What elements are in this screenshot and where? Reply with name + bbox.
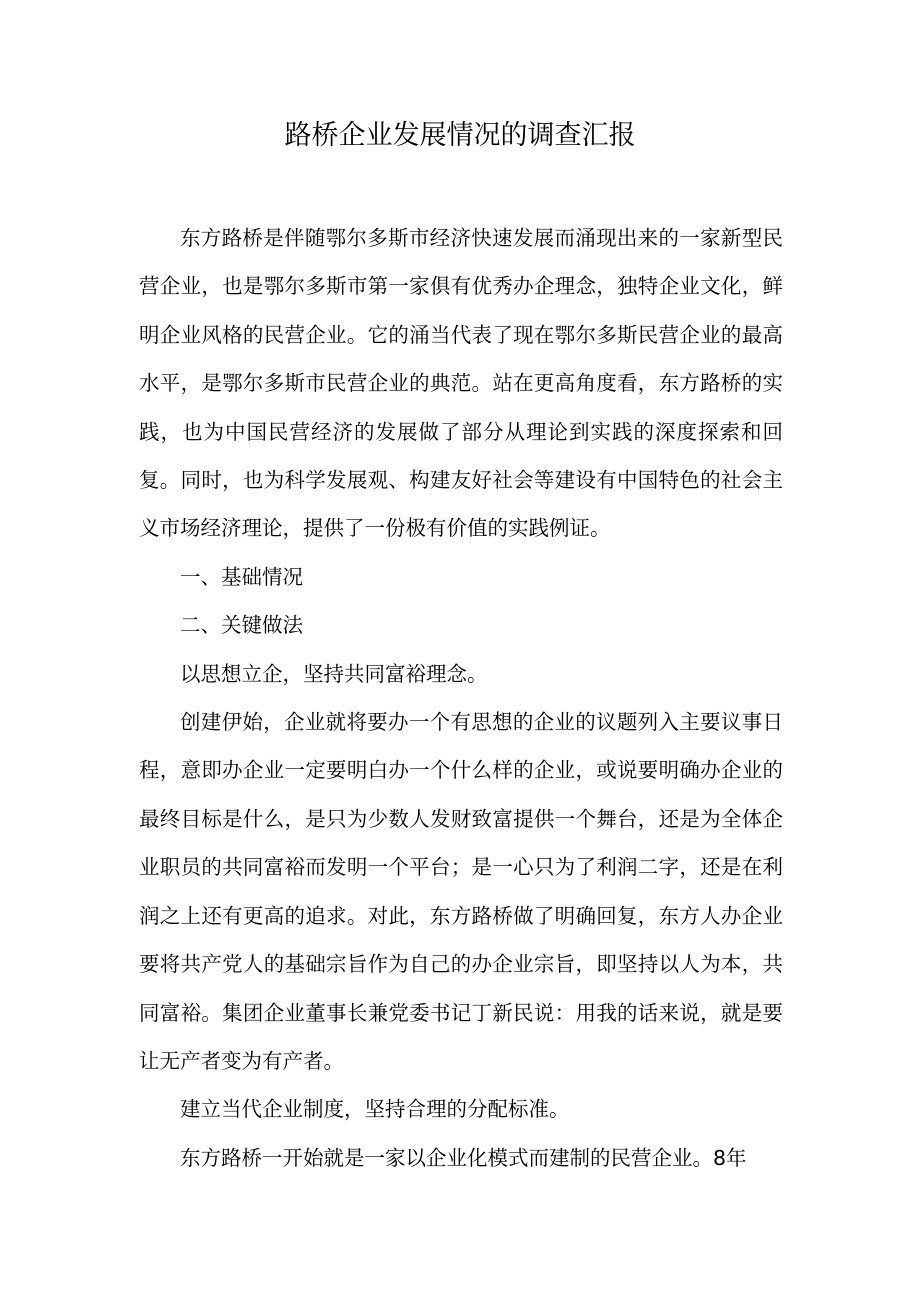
- paragraph-intro: 东方路桥是伴随鄂尔多斯市经济快速发展而涌现出来的一家新型民营企业，也是鄂尔多斯市第一家俱有优秀办企理念，独特企业文化，鲜明企业风格的民营企业。它的涌当代表了现在鄂尔多斯民营企业的最高水平，是鄂尔多斯市民营企业的典范。站在更高角度看，东方路桥的实践，也为中国民营经济的发展做了部分从理论到实践的深度探索和回复。同时，也为科学发展观、构建友好社会等建设有中国特色的社会主义市场经济理论，提供了一份极有价值的实践例证。: [139, 226, 783, 541]
- subheading-modern-system: 建立当代企业制度，坚持合理的分配标准。: [180, 1097, 570, 1122]
- page-title: 路桥企业发展情况的调查汇报: [284, 120, 636, 151]
- document-body: [139, 214, 783, 1182]
- paragraph-modern-system: 东方路桥一开始就是一家以企业化模式而建制的民营企业。8年: [180, 1145, 747, 1170]
- subheading-ideology: 以思想立企，坚持共同富裕理念。: [180, 661, 488, 686]
- paragraph-ideology: 创建伊始，企业就将要办一个有思想的企业的议题列入主要议事日程，意即办企业一定要明白办一个什么样的企业，或说要明确办企业的最终目标是什么，是只为少数人发财致富提供一个舞台，还是为全体企业职员的共同富裕而发明一个平台；是一心只为了利润二字，还是在利润之上还有更高的追求。对此，东方路桥做了明确回复，东方人办企业要将共产党人的基础宗旨作为自己的办企业宗旨，即坚持以人为本，共同富裕。集团企业董事长兼党委书记丁新民说：用我的话来说，就是要让无产者变为有产者。: [139, 710, 783, 1073]
- section-heading-basic-situation: 一、基础情况: [180, 564, 303, 589]
- section-heading-key-practices: 二、关键做法: [180, 613, 303, 638]
